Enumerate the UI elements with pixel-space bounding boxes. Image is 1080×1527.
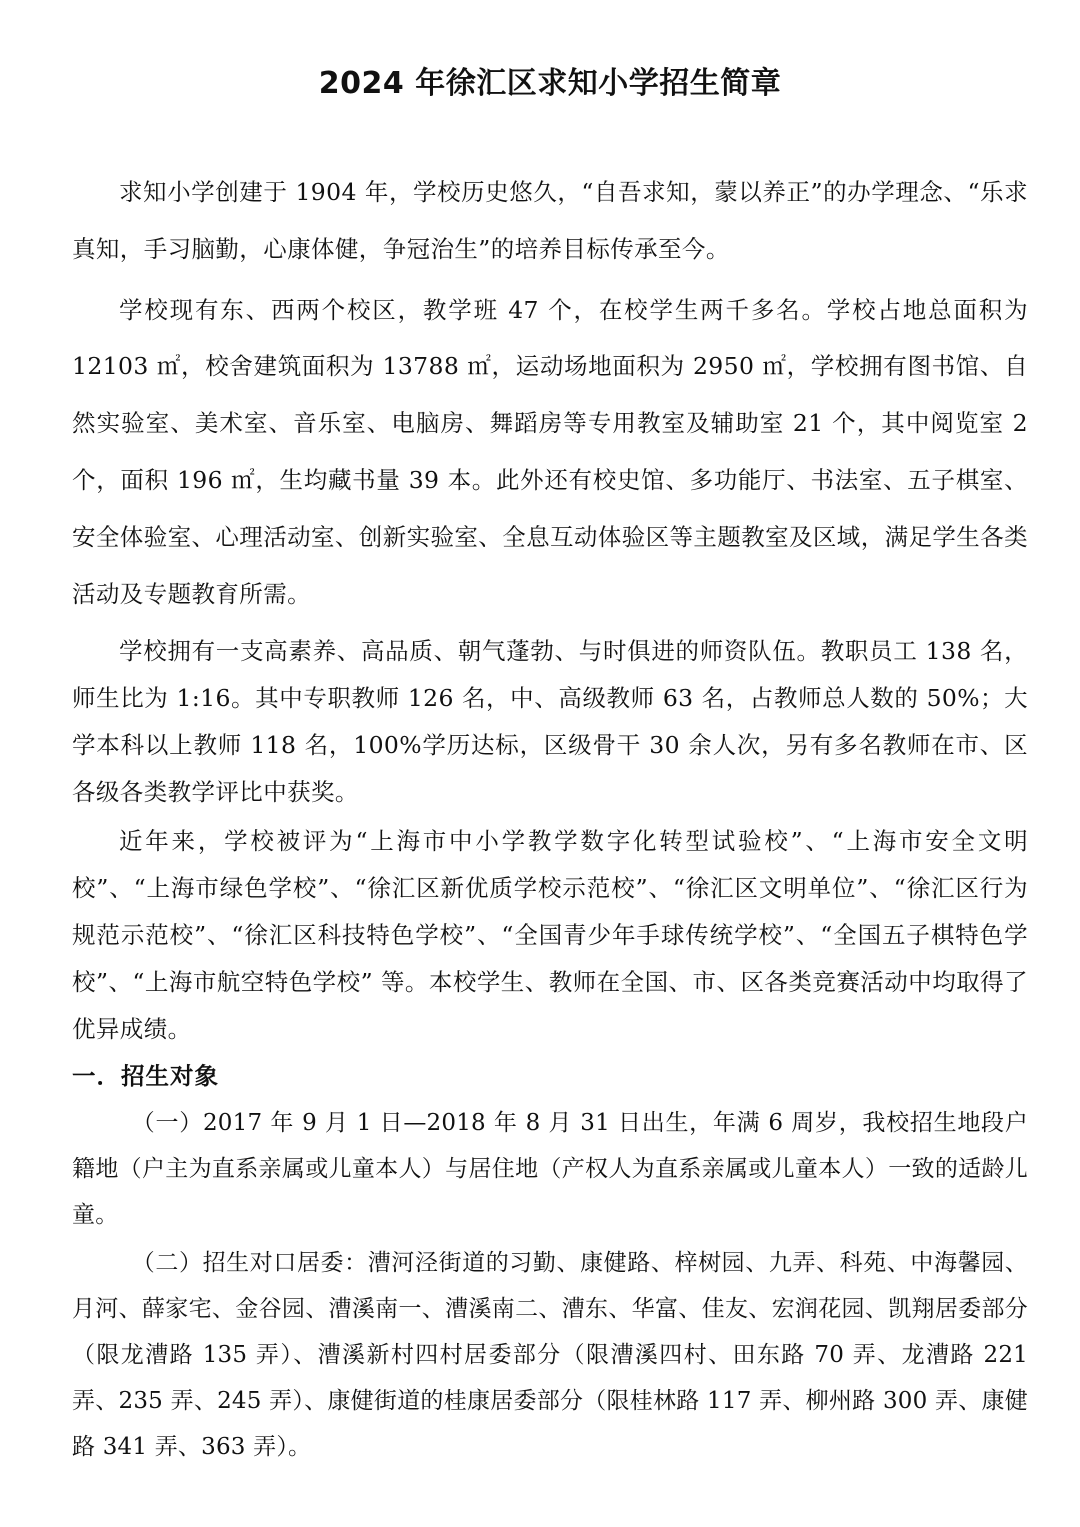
enrollment-item-2: （二）招生对口居委：漕河泾街道的习勤、康健路、梓树园、九弄、科苑、中海馨园、月河、薛家宅、金谷园、漕溪南一、漕溪南二、漕东、华富、佳友、宏润花园、凯翔居委部分（限龙漕路 135 弄）、漕溪新村四村居委部分（限漕溪四村、田东路 70 弄、龙漕路 221 弄、235 弄、245 弄）、康健街道的桂康居委部分（限桂林路 117 弄、柳州路 300 弄、康健路 341 弄、363 弄）。 [72, 1250, 1028, 1461]
section-heading-enrollment-targets: 一．招生对象 [72, 1062, 219, 1091]
teachers-paragraph: 学校拥有一支高素养、高品质、朝气蓬勃、与时俱进的师资队伍。教职员工 138 名，师生比为 1:16。其中专职教师 126 名，中、高级教师 63 名，占教师总人数的 50%；大学本科以上教师 118 名，100%学历达标，区级骨干 30 余人次，另有多名教师在市、区各级各类教学评比中获奖。 [72, 637, 1028, 807]
facilities-paragraph: 学校现有东、西两个校区，教学班 47 个，在校学生两千多名。学校占地总面积为 12103 ㎡，校舍建筑面积为 13788 ㎡，运动场地面积为 2950 ㎡，学校拥有图书馆、自然实验室、美术室、音乐室、电脑房、舞蹈房等专用教室及辅助室 21 个，其中阅览室 2 个，面积 196 ㎡，生均藏书量 39 本。此外还有校史馆、多功能厅、书法室、五子棋室、安全体验室、心理活动室、创新实验室、全息互动体验区等主题教室及区域，满足学生各类活动及专题教育所需。 [72, 295, 1028, 608]
honors-paragraph: 近年来，学校被评为“上海市中小学教学数字化转型试验校”、“上海市安全文明校”、“上海市绿色学校”、“徐汇区新优质学校示范校”、“徐汇区文明单位”、“徐汇区行为规范示范校”、“徐汇区科技特色学校”、“全国青少年手球传统学校”、“全国五子棋特色学校”、“上海市航空特色学校” 等。本校学生、教师在全国、市、区各类竞赛活动中均取得了优异成绩。 [72, 827, 1028, 1044]
enrollment-item-1: （一）2017 年 9 月 1 日—2018 年 8 月 31 日出生，年满 6 周岁，我校招生地段户籍地（户主为直系亲属或儿童本人）与居住地（产权人为直系亲属或儿童本人）一致的适龄儿童。 [72, 1110, 1028, 1229]
intro-paragraph: 求知小学创建于 1904 年，学校历史悠久，“自吾求知，蒙以养正”的办学理念、“乐求真知，手习脑勤，心康体健，争冠治生”的培养目标传承至今。 [72, 178, 1028, 263]
document-title: 2024 年徐汇区求知小学招生简章 [318, 66, 782, 101]
